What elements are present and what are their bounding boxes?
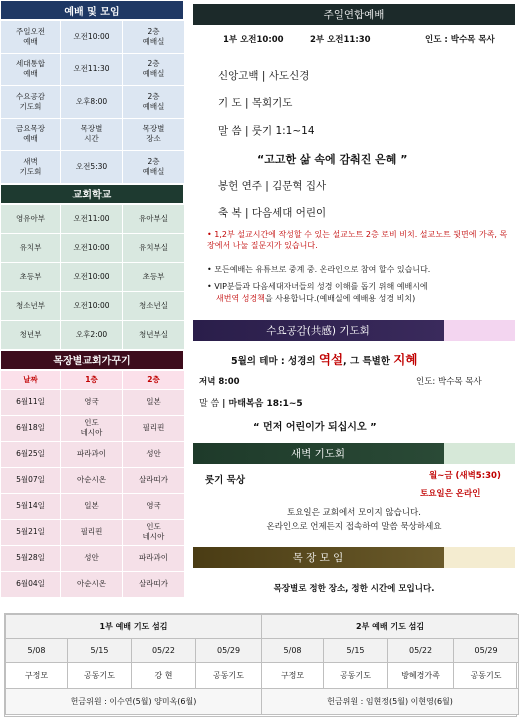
- service-name-row: [6, 663, 519, 689]
- service-name-cell: 방혜경가족: [388, 663, 454, 689]
- sunday-blessing-label: 축 복: [218, 207, 242, 219]
- school-cell: 유치부실: [123, 233, 185, 262]
- service-name-cell: 공동기도: [324, 663, 388, 689]
- schedule-row: [1, 53, 185, 86]
- wards-cell: 성안: [61, 545, 123, 571]
- service-date-cell: 5/08: [262, 639, 324, 663]
- sunday-time-first: 1부 오전10:00: [223, 35, 284, 45]
- school-cell: 초등부: [1, 262, 61, 291]
- wards-row: [1, 493, 185, 519]
- schedule-cell: 주일오전 예배: [1, 21, 61, 54]
- schedule-row: [1, 118, 185, 151]
- sunday-notice-sermon-note: [207, 229, 511, 251]
- sunday-prayer-value: | 목회기도: [244, 97, 293, 109]
- schedule-cell: 수요공감 기도회: [1, 86, 61, 119]
- wards-row: [1, 519, 185, 545]
- wards-row: [1, 545, 185, 571]
- sunday-title: 주일연합예배: [193, 4, 515, 25]
- schedule-cell: 오전10:00: [61, 21, 123, 54]
- sunday-leader: 인도 : 박수목 목사: [425, 35, 495, 45]
- wards-cell: 아순시온: [61, 571, 123, 597]
- school-table: [0, 204, 185, 350]
- wards-row: [1, 389, 185, 415]
- wards-table: [0, 370, 185, 598]
- sunday-time-second: 2부 오전11:30: [310, 35, 371, 45]
- wards-cell: 필리핀: [123, 415, 185, 441]
- sunday-prayer-label: 기 도: [218, 97, 242, 109]
- dawn-title: 새벽 기도회: [290, 448, 346, 460]
- sunday-notice-bible: [207, 281, 515, 305]
- school-cell: 유아부실: [123, 204, 185, 233]
- wards-cell: 파라과이: [61, 441, 123, 467]
- wards-cell: 파라과이: [123, 545, 185, 571]
- wednesday-leader: 인도: 박수목 목사: [416, 377, 482, 387]
- wards-row: [1, 415, 185, 441]
- wards-cell: 인도 네시아: [123, 519, 185, 545]
- wards-cell: 일본: [61, 493, 123, 519]
- dawn-subject: 룻기 묵상: [205, 475, 246, 486]
- school-row: [1, 204, 185, 233]
- service-name-cell: 구정모: [6, 663, 68, 689]
- school-cell: 오전10:00: [61, 262, 123, 291]
- service-name-cell: 공동기도: [68, 663, 132, 689]
- wards-header-floor1: 1층: [61, 370, 123, 389]
- wards-cell: 영국: [61, 389, 123, 415]
- cell-title: 목 장 모 임: [292, 552, 344, 564]
- wards-row: [1, 571, 185, 597]
- school-row: [1, 262, 185, 291]
- service-name-cell: 강 현: [132, 663, 196, 689]
- sunday-creed: 신앙고백 | 사도신경: [218, 70, 310, 82]
- schedule-cell: 금요목장 예배: [1, 118, 61, 151]
- school-cell: 청소년실: [123, 291, 185, 320]
- service-date-row: [6, 639, 519, 663]
- school-cell: 오전11:00: [61, 204, 123, 233]
- service-date-cell: 5/15: [68, 639, 132, 663]
- wednesday-word-label: 말 씀: [199, 399, 220, 409]
- wards-row: [1, 467, 185, 493]
- service-name-cell: 공동기도: [454, 663, 519, 689]
- service-date-cell: 05/22: [388, 639, 454, 663]
- wards-header-row: [1, 370, 185, 389]
- school-cell: 청년부실: [123, 320, 185, 349]
- schedule-row: [1, 86, 185, 119]
- sunday-notice-2-text: 모든예배는 유튜브로 중계 중. 온라인으로 참여 할수 있습니다.: [214, 265, 431, 274]
- service-date-cell: 05/29: [196, 639, 262, 663]
- wards-cell: 6월18일: [1, 415, 61, 441]
- left-column: [0, 0, 184, 598]
- wards-cell: 성안: [123, 441, 185, 467]
- service-date-cell: 05/22: [132, 639, 196, 663]
- school-cell: 유치부: [1, 233, 61, 262]
- service-title-row: [6, 615, 519, 639]
- sunday-blessing-value: | 다음세대 어린이: [244, 207, 327, 219]
- wednesday-title: 수요공감(共感) 기도회: [266, 325, 370, 337]
- wednesday-time: 저녁 8:00: [199, 377, 240, 387]
- service-date-cell: 05/29: [454, 639, 519, 663]
- wards-cell: 인도 네시아: [61, 415, 123, 441]
- schedule-row: [1, 151, 185, 184]
- wards-cell: 5월28일: [1, 545, 61, 571]
- schedule-cell: 목장별 장소: [123, 118, 185, 151]
- wards-cell: 5월14일: [1, 493, 61, 519]
- sunday-offering: 봉헌 연주 | 김문혁 집사: [218, 180, 327, 192]
- service-first-title: 1부 예배 기도 섬김: [6, 615, 262, 639]
- service-second-title: 2부 예배 기도 섬김: [262, 615, 519, 639]
- service-date-cell: 5/15: [324, 639, 388, 663]
- dawn-saturday: 토요일은 온라인: [420, 489, 481, 499]
- schedule-cell: 2층 예배실: [123, 86, 185, 119]
- cell-text: 목장별로 정한 장소, 정한 시간에 모입니다.: [273, 584, 435, 594]
- sunday-blessing: [218, 205, 326, 220]
- sunday-prayer: [218, 95, 292, 110]
- school-cell: 초등부: [123, 262, 185, 291]
- schedule-row: [1, 21, 185, 54]
- wednesday-theme-word1: 역설: [318, 352, 344, 367]
- sunday-word-value: | 룻기 1:1~14: [244, 125, 315, 137]
- wards-cell: 살라띠가: [123, 467, 185, 493]
- schedule-cell: 오후8:00: [61, 86, 123, 119]
- wards-row: [1, 441, 185, 467]
- service-second-fund: 헌금위원 : 임현정(5월) 이현영(6월): [262, 689, 519, 715]
- sunday-notice-1-text: 1,2부 설교시간에 작성할 수 있는 설교노트 2층 로비 비치. 설교노트 뒷면에 가족, 목장에서 나눌 질문지가 있습니다.: [207, 230, 508, 250]
- sunday-sermon-title: “고고한 삶 속에 감춰진 은혜 ”: [257, 153, 408, 166]
- dawn-note-1: 토요일은 교회에서 모이지 않습니다.: [287, 508, 421, 518]
- wednesday-theme-prefix: 5월의 테마 : 성경의: [231, 356, 316, 367]
- wards-title: 목장별교회가꾸기: [0, 350, 184, 370]
- school-row: [1, 320, 185, 349]
- wards-cell: 6월04일: [1, 571, 61, 597]
- school-row: [1, 291, 185, 320]
- school-title: 교회학교: [0, 184, 184, 204]
- wednesday-word: [199, 396, 303, 409]
- schedule-cell: 2층 예배실: [123, 53, 185, 86]
- wards-cell: 5월21일: [1, 519, 61, 545]
- wednesday-theme-mid: , 그 특별한: [343, 356, 390, 367]
- sunday-word: [218, 123, 315, 138]
- wards-header-date: 날짜: [1, 370, 61, 389]
- school-cell: 오전10:00: [61, 291, 123, 320]
- wards-cell: 6월25일: [1, 441, 61, 467]
- wednesday-theme-word2: 지혜: [393, 352, 418, 367]
- sunday-notice-3-a: VIP분들과 다음세대자녀들의 성경 이해를 돕기 위해 예배시에: [214, 282, 428, 291]
- wards-cell: 필리핀: [61, 519, 123, 545]
- sunday-notice-youtube: [207, 264, 430, 275]
- sunday-notice-3-c: 을 사용합니다.(예배실에 예배용 성경 비치): [264, 294, 416, 303]
- wednesday-word-value: | 마태복음 18:1~5: [222, 399, 303, 409]
- schedule-cell: 새벽 기도회: [1, 151, 61, 184]
- wards-header-floor2: 2층: [123, 370, 185, 389]
- school-row: [1, 233, 185, 262]
- school-cell: 오전10:00: [61, 233, 123, 262]
- bullet-icon: •: [207, 282, 215, 291]
- schedule-cell: 목장별 시간: [61, 118, 123, 151]
- wednesday-quote: “ 먼저 어린이가 되십시오 ”: [253, 422, 377, 433]
- schedule-cell: 오전5:30: [61, 151, 123, 184]
- sunday-word-label: 말 씀: [218, 125, 242, 137]
- dawn-days: 월~금 (새벽5:30): [429, 471, 501, 481]
- bullet-icon: •: [207, 230, 215, 239]
- school-cell: 청년부: [1, 320, 61, 349]
- schedule-cell: 2층 예배실: [123, 21, 185, 54]
- service-name-cell: 구정모: [262, 663, 324, 689]
- wards-cell: 5월07일: [1, 467, 61, 493]
- wards-cell: 영국: [123, 493, 185, 519]
- wards-cell: 6월11일: [1, 389, 61, 415]
- school-cell: 영유아부: [1, 204, 61, 233]
- sunday-notice-3-bible: 새번역 성경책: [216, 294, 265, 303]
- wards-cell: 아순시온: [61, 467, 123, 493]
- schedule-cell: 오전11:30: [61, 53, 123, 86]
- service-date-cell: 5/08: [6, 639, 68, 663]
- bullet-icon: •: [207, 265, 215, 274]
- schedule-cell: 세대통합 예배: [1, 53, 61, 86]
- schedule-cell: 2층 예배실: [123, 151, 185, 184]
- schedule-title: 예배 및 모임: [0, 0, 184, 20]
- service-first-fund: 헌금위원 : 이수연(5월) 양미옥(6월): [6, 689, 262, 715]
- school-cell: 청소년부: [1, 291, 61, 320]
- wards-cell: 일본: [123, 389, 185, 415]
- dawn-note-2: 온라인으로 언제든지 접속하여 말씀 묵상하세요: [266, 522, 442, 532]
- wednesday-theme: [231, 350, 417, 368]
- school-cell: 오후2:00: [61, 320, 123, 349]
- service-name-cell: 공동기도: [196, 663, 262, 689]
- wards-cell: 살라띠가: [123, 571, 185, 597]
- prayer-service-table: [4, 613, 517, 717]
- service-fund-row: [6, 689, 519, 715]
- schedule-table: [0, 20, 185, 184]
